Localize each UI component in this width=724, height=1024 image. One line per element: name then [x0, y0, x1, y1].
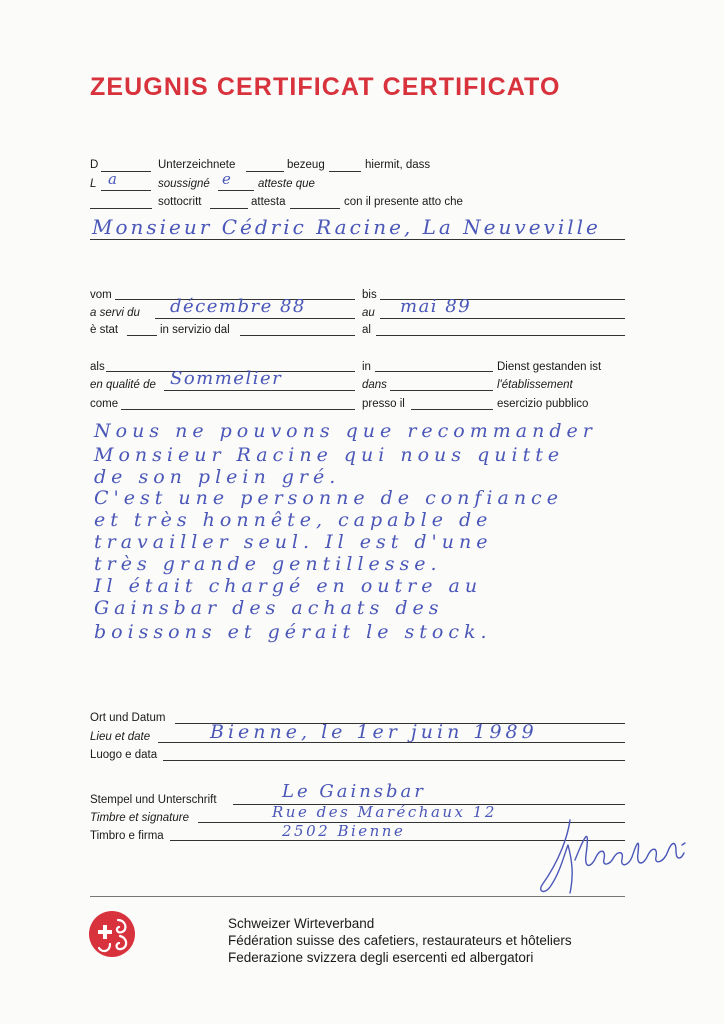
label-soussigne: soussigné — [158, 178, 210, 190]
footer-org-it: Federazione svizzera degli esercenti ed albergatori — [228, 950, 534, 965]
label-lieu-et-date: Lieu et date — [90, 731, 151, 743]
label-esercizio: esercizio pubblico — [497, 398, 589, 410]
label-e-stat: è stat — [90, 324, 119, 336]
blank-line — [329, 171, 361, 172]
remark-line: Nous ne pouvons que recommander — [94, 420, 597, 442]
blank-line — [411, 409, 493, 410]
label-vom: vom — [90, 289, 112, 301]
blank-line — [121, 409, 355, 410]
label-luogo-e-data: Luogo e data — [90, 749, 158, 761]
role-value: Sommelier — [170, 368, 283, 389]
label-dienst: Dienst gestanden ist — [497, 361, 602, 373]
to-date: mai 89 — [400, 296, 472, 317]
label-etablissement: l'établissement — [497, 379, 573, 391]
remark-line: Gainsbar des achats des — [94, 597, 444, 619]
label-bis: bis — [362, 289, 377, 301]
blank-line — [127, 335, 157, 336]
footer-org-fr: Fédération suisse des cafetiers, restaurateurs et hôteliers — [228, 933, 572, 948]
label-al: al — [362, 324, 371, 336]
footer-org-de: Schweizer Wirteverband — [228, 916, 375, 931]
remark-line: Monsieur Racine qui nous quitte — [94, 444, 565, 466]
from-date: décembre 88 — [170, 296, 306, 317]
blank-line — [90, 208, 152, 209]
handwritten-e-suffix: e — [222, 170, 233, 188]
label-l: L — [90, 178, 97, 190]
stamp-name: Le Gainsbar — [282, 781, 426, 802]
blank-line — [375, 371, 493, 372]
blank-line — [163, 760, 625, 761]
remark-line: boissons et gérait le stock. — [94, 621, 492, 643]
stamp-city: 2502 Bienne — [282, 822, 406, 840]
footer-divider — [90, 896, 625, 897]
remark-line: et très honnête, capable de — [94, 509, 493, 531]
label-timbre-et-signature: Timbre et signature — [90, 812, 189, 824]
label-bezeug: bezeug — [287, 159, 325, 171]
blank-line — [101, 190, 151, 191]
label-sottocritt: sottocritt — [158, 196, 202, 208]
person-line — [90, 239, 625, 240]
blank-line — [380, 318, 625, 319]
label-con-il-presente: con il presente atto che — [344, 196, 463, 208]
label-unterzeichnete: Unterzeichnete — [158, 159, 236, 171]
stamp-street: Rue des Maréchaux 12 — [272, 803, 497, 821]
label-ort-und-datum: Ort und Datum — [90, 712, 166, 724]
remark-line: C'est une personne de confiance — [94, 487, 563, 509]
label-a-servi-du: a servi du — [90, 307, 140, 319]
label-en-qualite-de: en qualité de — [90, 379, 156, 391]
label-come: come — [90, 398, 119, 410]
label-au: au — [362, 307, 375, 319]
label-dans: dans — [362, 379, 387, 391]
blank-line — [376, 335, 625, 336]
handwritten-l-suffix: a — [108, 170, 119, 188]
blank-line — [290, 208, 340, 209]
label-presso-il: presso il — [362, 398, 405, 410]
remark-line: de son plein gré. — [94, 466, 341, 488]
label-d: D — [90, 159, 99, 171]
blank-line — [164, 390, 355, 391]
remark-line: Il était chargé en outre au — [94, 575, 483, 597]
label-stempel: Stempel und Unterschrift — [90, 794, 217, 806]
certificate-title: ZEUGNIS CERTIFICAT CERTIFICATO — [90, 73, 561, 101]
blank-line — [155, 318, 355, 319]
blank-line — [158, 742, 625, 743]
blank-line — [390, 390, 493, 391]
place-date-value: Bienne, le 1er juin 1989 — [210, 721, 538, 743]
blank-line — [210, 208, 248, 209]
label-in-servizio-dal: in servizio dal — [160, 324, 230, 336]
blank-line — [218, 190, 254, 191]
signature-mark — [530, 815, 705, 900]
label-in: in — [362, 361, 371, 373]
remark-line: très grande gentillesse. — [94, 553, 442, 575]
label-timbro-e-firma: Timbro e firma — [90, 830, 164, 842]
blank-line — [240, 335, 355, 336]
remark-line: travailler seul. Il est d'une — [94, 531, 493, 553]
label-atteste-que: atteste que — [258, 178, 315, 190]
swiss-federation-logo-icon — [88, 910, 136, 958]
label-hiermit: hiermit, dass — [365, 159, 431, 171]
person-name: Monsieur Cédric Racine, La Neuveville — [92, 215, 601, 239]
label-attesta: attesta — [251, 196, 286, 208]
label-als: als — [90, 361, 105, 373]
blank-line — [246, 171, 284, 172]
